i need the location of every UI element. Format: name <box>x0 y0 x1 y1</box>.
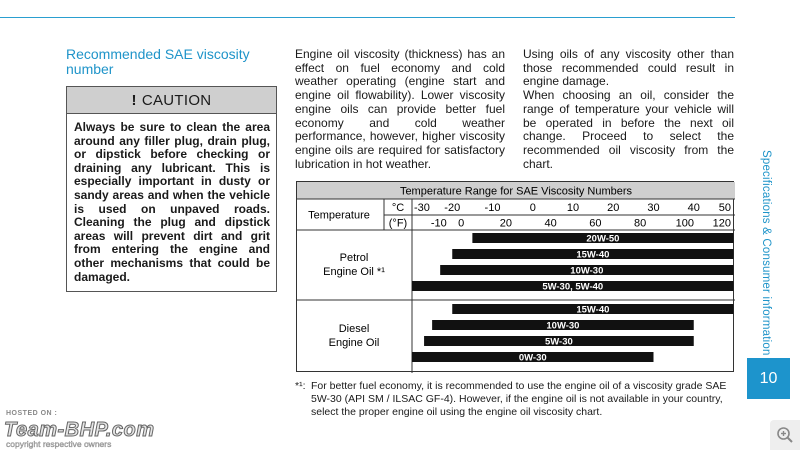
viscosity-bar-label: 15W-40 <box>576 304 610 316</box>
watermark <box>4 410 204 448</box>
zoom-button[interactable] <box>770 420 800 450</box>
choosing-oil-text: When choosing an oil, consider the range of temperature your vehicle will be operated in before the next oil change. Proceed to select the recommended oil viscosity from the chart. <box>523 88 734 171</box>
footnote <box>295 380 735 418</box>
viscosity-bar-label: 5W-30 <box>545 336 573 348</box>
viscosity-chart <box>296 181 734 372</box>
viscosity-chart-svg <box>297 182 735 373</box>
diesel-label: Diesel <box>338 323 370 335</box>
celsius-tick-label: 40 <box>687 202 700 214</box>
watermark-hosted: HOSTED ON : <box>6 410 58 417</box>
damage-warning-text: Using oils of any viscosity other than those recommended could result in engine damage. <box>523 47 734 89</box>
fahrenheit-tick-label: -10 <box>430 217 447 230</box>
celsius-unit: °C <box>391 202 405 214</box>
top-rule <box>0 17 735 18</box>
diesel-engine-oil-label: Engine Oil <box>328 337 380 349</box>
exclamation-icon: ! <box>131 91 137 109</box>
side-section-label <box>756 150 772 355</box>
watermark-copyright: copyright respective owners <box>6 439 112 449</box>
fahrenheit-tick-label: 120 <box>712 217 731 230</box>
fahrenheit-tick-label: 0 <box>458 217 465 230</box>
fahrenheit-tick-label: 40 <box>544 217 557 230</box>
oil-selection-text <box>523 48 734 171</box>
viscosity-bar-label: 5W-30, 5W-40 <box>542 281 604 293</box>
temperature-header: Temperature <box>308 209 370 222</box>
caution-header <box>67 87 276 114</box>
watermark-brand: Team-BHP.com <box>4 419 155 441</box>
fahrenheit-tick-label: 100 <box>675 217 694 230</box>
celsius-tick-label: 50 <box>718 202 731 214</box>
celsius-tick-label: 30 <box>647 202 660 214</box>
caution-heading: CAUTION <box>141 91 212 109</box>
viscosity-bars <box>412 233 734 364</box>
caution-box <box>66 86 277 292</box>
viscosity-bar-label: 20W-50 <box>586 233 620 245</box>
viscosity-bar-label: 0W-30 <box>518 352 547 364</box>
page-number: 10 <box>759 369 778 387</box>
petrol-engine-oil-label: Engine Oil *¹ <box>323 266 385 278</box>
page-number-tab <box>747 358 790 399</box>
celsius-tick-label: -10 <box>484 202 501 214</box>
side-section-text: Specifications & Consumer information <box>760 150 772 356</box>
caution-body: Always be sure to clean the area around any filler plug, drain plug, or dipstick before checking or draining any lubricant. This is especially important in dusty or sandy areas and when the vehicle is used on unpaved roads. Cleaning the plug and dipstick areas will prevent dirt and grit from entering the engine and other mechanisms that could be damaged. <box>74 120 270 284</box>
footnote-text: For better fuel economy, it is recommended to use the engine oil of a viscosity grade SAE 5W-30 (API SM / ILSAC GF-4). However, if the engine oil is not available in your country, select the proper engine oil using the engine oil viscosity chart. <box>311 380 727 418</box>
viscosity-explanation: Engine oil viscosity (thickness) has an effect on fuel economy and cold weather operating (engine start and engine oil flowability). Lower viscosity engine oils can provide better fuel economy and cold weather performance, however, higher viscosity engine oils are required for satisfactory lubrication in hot weather. <box>295 47 505 171</box>
viscosity-bar-label: 15W-40 <box>576 249 610 261</box>
fahrenheit-unit: (°F) <box>388 217 408 230</box>
fahrenheit-tick-label: 20 <box>499 217 513 230</box>
celsius-tick-label: -20 <box>444 202 461 214</box>
petrol-label: Petrol <box>339 252 369 264</box>
fahrenheit-tick-label: 60 <box>589 217 602 230</box>
zoom-in-icon <box>776 426 794 444</box>
fahrenheit-tick-label: 80 <box>633 217 647 230</box>
celsius-tick-label: -30 <box>414 202 430 214</box>
celsius-tick-label: 10 <box>566 202 580 214</box>
celsius-tick-label: 0 <box>529 202 536 214</box>
footnote-mark: *¹: <box>295 380 306 392</box>
axis-ticks <box>414 202 731 230</box>
section-title: Recommended SAE viscosity number <box>66 46 250 77</box>
celsius-tick-label: 20 <box>607 202 620 214</box>
viscosity-bar-label: 10W-30 <box>546 320 580 332</box>
chart-title: Temperature Range for SAE Viscosity Numbers <box>399 185 633 198</box>
viscosity-bar-label: 10W-30 <box>570 265 604 277</box>
